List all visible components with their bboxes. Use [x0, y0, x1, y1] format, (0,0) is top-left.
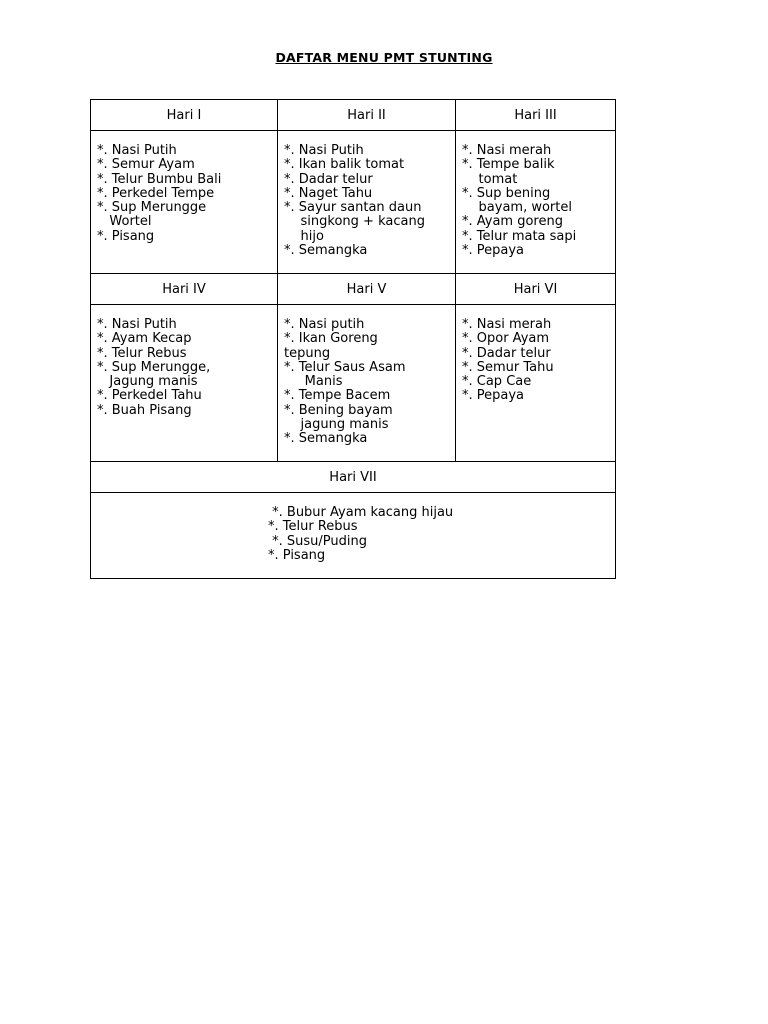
menu-item: singkong + kacang [284, 214, 425, 230]
day-header: Hari VII [91, 462, 616, 493]
menu-item: *. Pepaya [462, 243, 525, 259]
menu-item: *. Nasi Putih [284, 143, 364, 158]
menu-item: *. Semur Tahu [462, 359, 554, 375]
menu-item: *. Semur Ayam [97, 157, 195, 173]
menu-item: *. Naget Tahu [284, 185, 373, 201]
menu-item: *. Ayam goreng [462, 214, 563, 230]
menu-item: Wortel [97, 214, 152, 230]
day-menu-cell [278, 131, 456, 274]
header-row [91, 100, 616, 131]
menu-item: *. Telur mata sapi [462, 228, 577, 244]
menu-item: Jagung manis [97, 374, 198, 390]
day-menu-cell [278, 305, 456, 462]
day-header: Hari VI [456, 274, 616, 305]
menu-item: *. Perkedel Tempe [97, 185, 215, 201]
menu-list [284, 144, 449, 258]
menu-item: *. Sayur santan daun [284, 200, 422, 216]
menu-item: bayam, wortel [462, 200, 572, 216]
menu-item: *. Ayam Kecap [97, 331, 192, 347]
menu-item: tomat [462, 171, 518, 187]
day-menu-cell [91, 493, 616, 579]
menu-item: *. Nasi Putih [97, 143, 177, 158]
day-menu-cell [91, 305, 278, 462]
menu-item: *. Ikan Goreng [284, 331, 378, 347]
menu-row [91, 493, 616, 579]
menu-item: *. Perkedel Tahu [97, 388, 202, 404]
menu-item: *. Telur Rebus [268, 519, 358, 535]
menu-item: *. Nasi Putih [97, 317, 177, 332]
menu-item: *. Telur Saus Asam [284, 359, 406, 375]
menu-item: *. Tempe balik [462, 157, 555, 173]
menu-item: *. Pisang [97, 228, 155, 244]
menu-list [462, 144, 609, 258]
menu-item: *. Buah Pisang [97, 402, 192, 418]
menu-list [208, 506, 498, 563]
menu-table [90, 99, 616, 579]
header-row [91, 462, 616, 493]
menu-item: *. Opor Ayam [462, 331, 550, 347]
menu-row [91, 305, 616, 462]
menu-item: *. Telur Rebus [97, 345, 187, 361]
menu-item: *. Dadar telur [284, 171, 373, 187]
document-title: DAFTAR MENU PMT STUNTING [275, 50, 493, 65]
menu-item: hijo [284, 228, 324, 244]
menu-item: jagung manis [284, 417, 389, 433]
menu-item: *. Sup bening [462, 185, 551, 201]
menu-item: *. Cap Cae [462, 374, 532, 390]
day-menu-cell [456, 305, 616, 462]
menu-item: *. Telur Bumbu Bali [97, 171, 222, 187]
menu-item: *. Bening bayam [284, 402, 393, 418]
day-header: Hari I [91, 100, 278, 131]
menu-row [91, 131, 616, 274]
day-menu-cell [91, 131, 278, 274]
menu-item: *. Susu/Puding [268, 533, 367, 549]
menu-item: *. Nasi merah [462, 317, 552, 332]
menu-item: *. Pisang [268, 547, 326, 563]
menu-item: *. Nasi putih [284, 317, 365, 332]
menu-item: *. Ikan balik tomat [284, 157, 405, 173]
menu-item: *. Semangka [284, 243, 368, 259]
menu-item: *. Sup Merungge [97, 200, 207, 216]
menu-item: tepung [284, 345, 331, 361]
menu-item: *. Bubur Ayam kacang hijau [268, 505, 454, 520]
menu-item: *. Tempe Bacem [284, 388, 391, 404]
day-header: Hari II [278, 100, 456, 131]
day-header: Hari III [456, 100, 616, 131]
day-menu-cell [456, 131, 616, 274]
menu-item: *. Nasi merah [462, 143, 552, 158]
menu-item: *. Semangka [284, 431, 368, 447]
menu-item: *. Sup Merungge, [97, 359, 211, 375]
header-row [91, 274, 616, 305]
day-header: Hari V [278, 274, 456, 305]
menu-item: Manis [284, 374, 343, 390]
menu-list [97, 144, 271, 244]
menu-item: *. Pepaya [462, 388, 525, 404]
menu-list [462, 318, 609, 404]
menu-list [284, 318, 449, 447]
menu-item: *. Dadar telur [462, 345, 551, 361]
menu-list [97, 318, 271, 418]
day-header: Hari IV [91, 274, 278, 305]
